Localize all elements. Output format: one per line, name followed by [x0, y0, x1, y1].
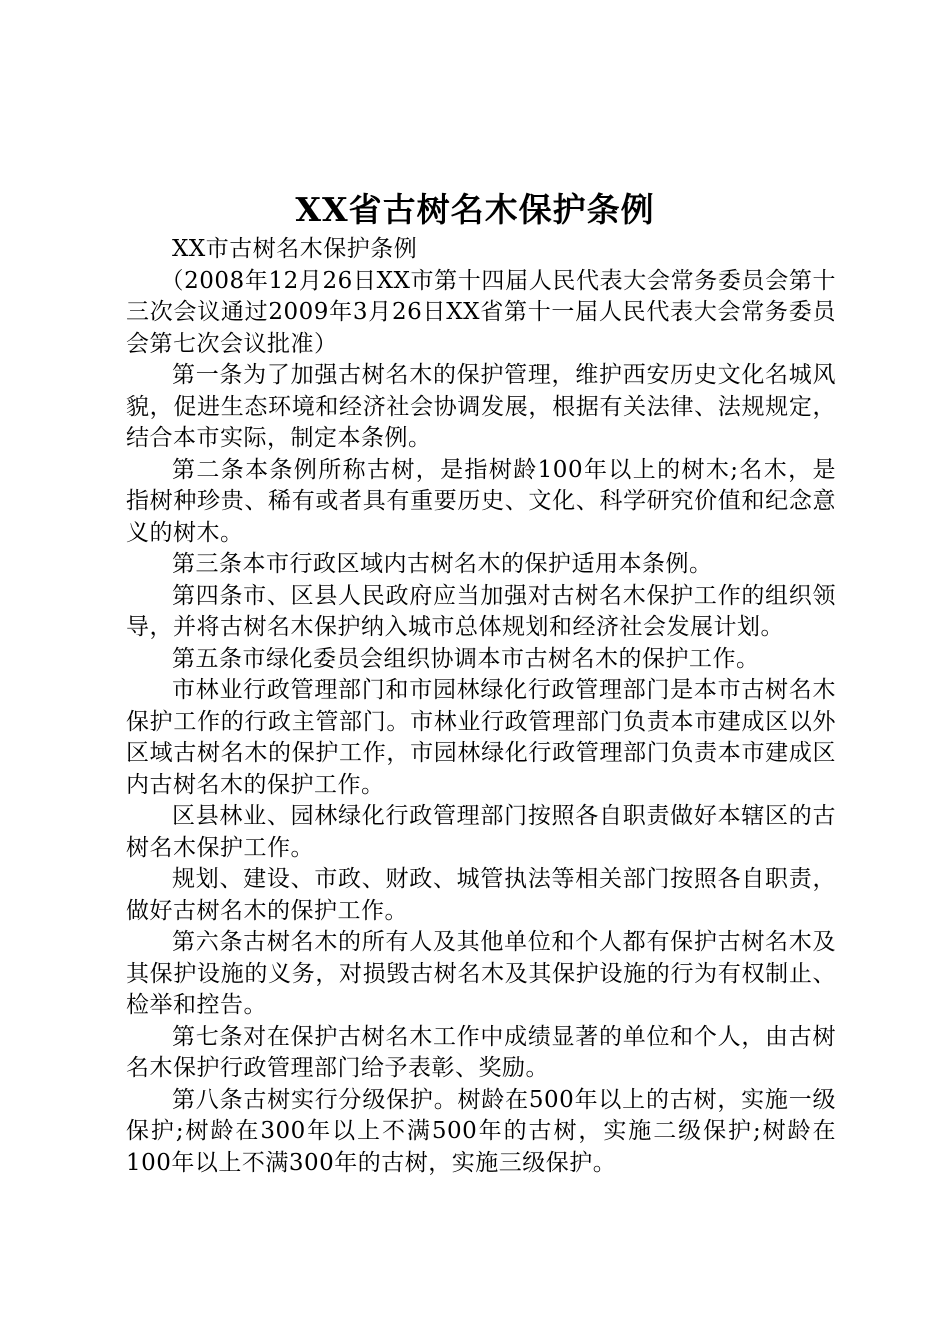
adoption-note-paragraph: （2008年12月26日XX市第十四届人民代表大会常务委员会第十三次会议通过2009年3月26日XX省第十一届人民代表大会常务委员会第七次会议批准） — [126, 267, 836, 357]
article-6-paragraph: 第六条古树名木的所有人及其他单位和个人都有保护古树名木及其保护设施的义务，对损毁古树名木及其保护设施的行为有权制止、检举和控告。 — [126, 929, 836, 1018]
article-2-paragraph: 第二条本条例所称古树，是指树龄100年以上的树木;名木，是指树种珍贵、稀有或者具有重要历史、文化、科学研究价值和纪念意义的树木。 — [126, 456, 836, 546]
article-3-paragraph: 第三条本市行政区域内古树名木的保护适用本条例。 — [172, 551, 713, 577]
article-5-clause-2-paragraph: 市林业行政管理部门和市园林绿化行政管理部门是本市古树名木保护工作的行政主管部门。市林业行政管理部门负责本市建成区以外区域古树名木的保护工作，市园林绿化行政管理部门负责本市建成区内古树名木的保护工作。 — [126, 677, 836, 798]
article-5-paragraph: 第五条市绿化委员会组织协调本市古树名木的保护工作。 — [172, 645, 760, 672]
article-5-clause-4-paragraph: 规划、建设、市政、财政、城管执法等相关部门按照各自职责，做好古树名木的保护工作。 — [126, 866, 836, 924]
subtitle-paragraph: XX市古树名木保护条例 — [172, 236, 418, 262]
article-8-paragraph: 第八条古树实行分级保护。树龄在500年以上的古树，实施一级保护;树龄在300年以上不满500年的古树，实施二级保护;树龄在100年以上不满300年的古树，实施三级保护。 — [126, 1086, 836, 1176]
article-5-clause-3-paragraph: 区县林业、园林绿化行政管理部门按照各自职责做好本辖区的古树名木保护工作。 — [126, 803, 836, 861]
article-4-paragraph: 第四条市、区县人民政府应当加强对古树名木保护工作的组织领导，并将古树名木保护纳入城市总体规划和经济社会发展计划。 — [126, 582, 836, 640]
article-1-paragraph: 第一条为了加强古树名木的保护管理，维护西安历史文化名城风貌，促进生态环境和经济社会协调发展，根据有关法律、法规规定，结合本市实际，制定本条例。 — [126, 362, 836, 451]
document-title: XX省古树名木保护条例 — [295, 190, 655, 229]
article-7-paragraph: 第七条对在保护古树名木工作中成绩显著的单位和个人，由古树名木保护行政管理部门给予表彰、奖励。 — [126, 1023, 836, 1081]
document-body — [126, 234, 836, 1179]
